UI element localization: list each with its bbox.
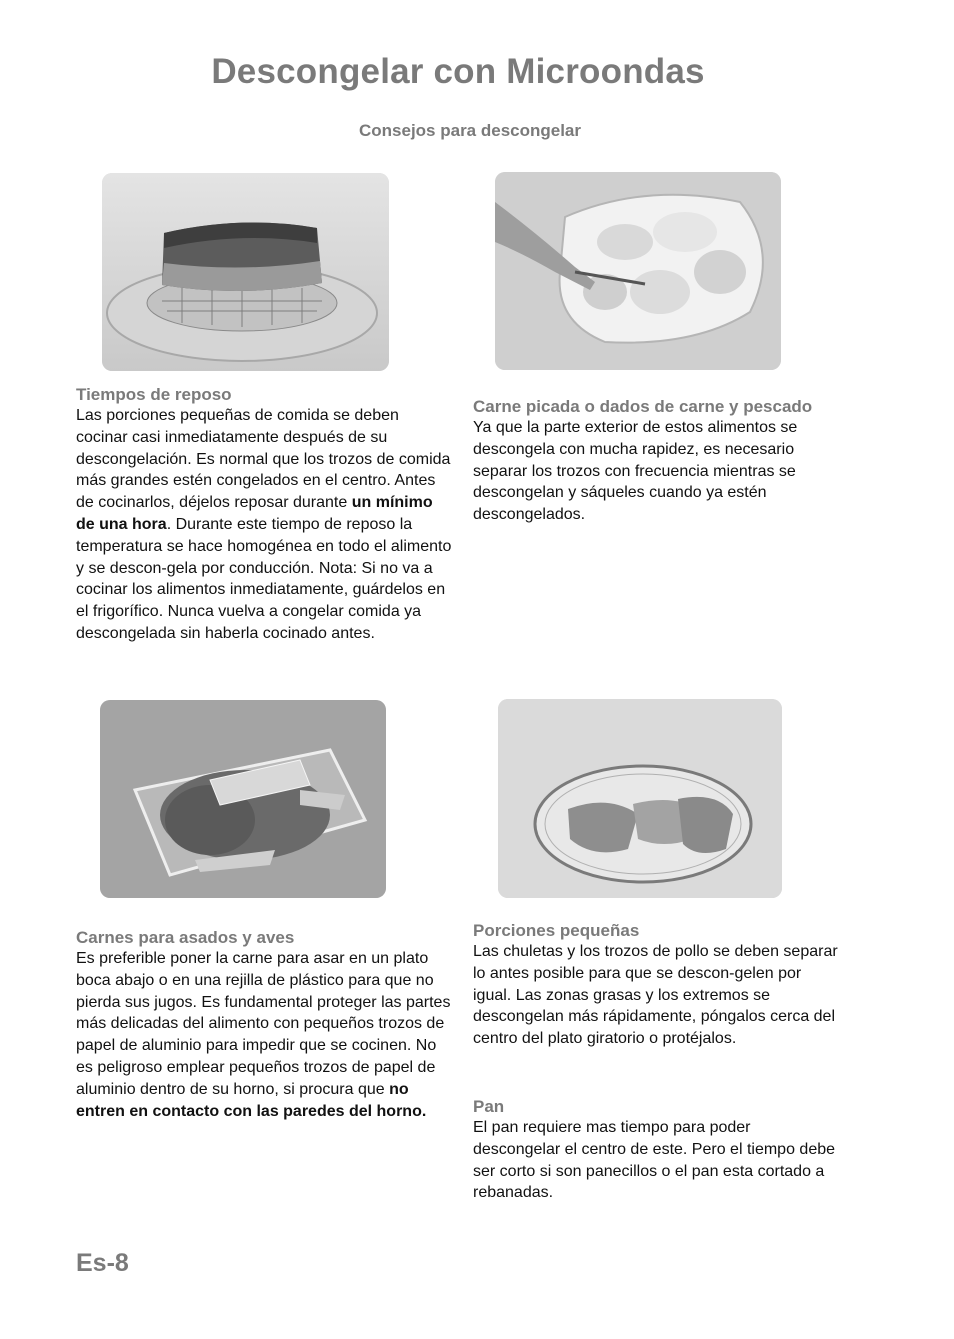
section-carne-picada <box>473 396 839 526</box>
section-body: Las chuletas y los trozos de pollo se deben separar lo antes posible para que se descon-gelen por igual. Las zonas grasas y los extremos se descongelan más rápidamente, póngalos cerca del centro del plato giratorio o protéjalos. <box>473 943 838 1048</box>
page-number: Es-8 <box>76 1249 129 1277</box>
page-subtitle: Consejos para descongelar <box>358 121 582 140</box>
section-pan <box>473 1096 839 1204</box>
section-tiempos-de-reposo <box>76 384 452 645</box>
page-title: Descongelar con Microondas <box>211 52 705 91</box>
section-body: El pan requiere mas tiempo para poder descongelar el centro de este. Pero el tiempo debe ser corto si son panecillos o el pan esta cortado a rebanadas. <box>473 1119 836 1202</box>
section-heading: Pan <box>473 1097 505 1116</box>
section-heading: Tiempos de reposo <box>76 385 232 404</box>
roast-photo <box>102 173 389 371</box>
fish-photo <box>495 172 781 370</box>
section-porciones-pequenas <box>473 920 839 1050</box>
chicken-pieces-photo <box>498 699 782 898</box>
section-body: Las porciones pequeñas de comida se deben cocinar casi inmediatamente después de su descongelación. Es normal que los trozos de comida más grandes estén congelados en el centro. Antes de cocinarlos, déjelos reposar durante un mínimo de una hora. Durante este tiempo de reposo la temperatura se hace homogénea en todo el alimento y se descon-gela por conducción. Nota: Si no va a cocinar los alimentos inmediatamente, guárdelos en el frigorífico. Nunca vuelva a congelar comida ya descongelada sin haberla cocinado antes. <box>76 407 452 642</box>
poultry-photo <box>100 700 386 898</box>
bold-emphasis: un mínimo de una hora <box>76 494 433 533</box>
bold-emphasis: no entren en contacto con las paredes del horno. <box>76 1080 427 1120</box>
section-heading: Porciones pequeñas <box>473 921 640 940</box>
section-carnes-asados-aves <box>76 927 452 1122</box>
section-heading: Carnes para asados y aves <box>76 928 295 947</box>
section-body: Es preferible poner la carne para asar en un plato boca abajo o en una rejilla de plástico para que no pierda sus jugos. Es fundamental proteger las partes más delicadas del alimento con pequeños trozos de papel de aluminio para impedir que se cocinen. No es peligroso emplear pequeños trozos de papel de aluminio dentro de su horno, si procura que no entren en contacto con las paredes del horno. <box>76 950 451 1120</box>
section-body: Ya que la parte exterior de estos alimentos se descongela con mucha rapidez, es necesario separar los trozos con frecuencia mientras se descongelan y sáqueles cuando ya estén descongelados. <box>473 419 798 524</box>
section-heading: Carne picada o dados de carne y pescado <box>473 397 813 416</box>
